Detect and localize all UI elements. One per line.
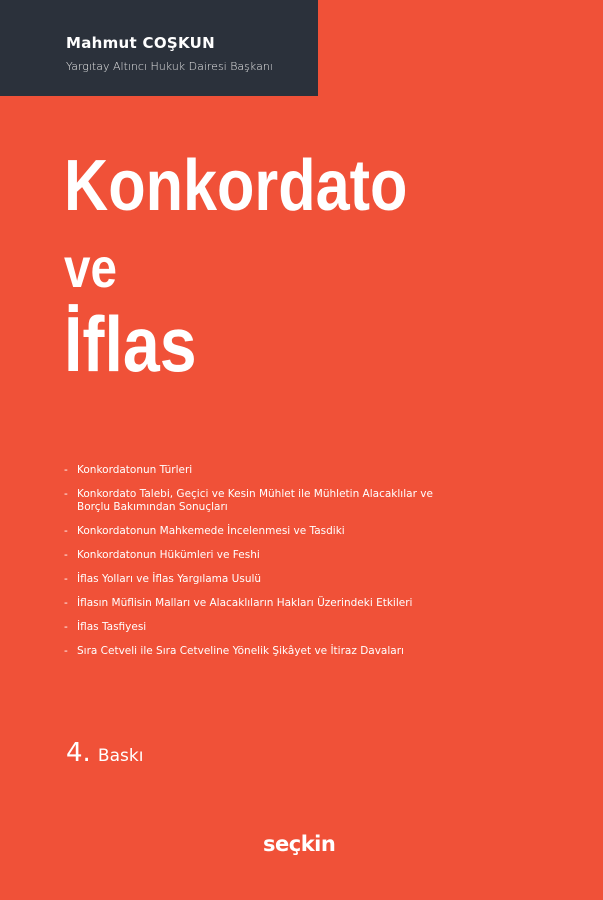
author-name: Mahmut COŞKUN xyxy=(66,34,215,52)
edition-text: Baskı xyxy=(97,746,144,766)
edition-label xyxy=(66,738,143,768)
topic-text: İflasın Müflisin Malları ve Alacaklıların Hakları Üzerindeki Etkileri xyxy=(77,597,413,609)
topic-item xyxy=(64,464,464,477)
author-title: Yargıtay Altıncı Hukuk Dairesi Başkanı xyxy=(66,60,273,73)
bullet-dash: - xyxy=(64,549,68,561)
topic-item xyxy=(64,645,464,658)
topic-item xyxy=(64,488,464,514)
topic-text: İflas Tasfiyesi xyxy=(77,621,147,633)
book-title-line-3: İflas xyxy=(64,300,197,388)
topic-item xyxy=(64,525,464,538)
topic-list xyxy=(64,464,464,669)
topic-text: Konkordato Talebi, Geçici ve Kesin Mühlet ile Mühletin Alacaklılar ve Borçlu Bakımından Sonuçları xyxy=(77,488,433,513)
topic-text: Konkordatonun Türleri xyxy=(77,464,193,476)
topic-text: Konkordatonun Mahkemede İncelenmesi ve Tasdiki xyxy=(77,525,345,537)
publisher-logo: seçkin xyxy=(263,832,336,856)
book-title-line-1: Konkordato xyxy=(64,146,408,226)
topic-item xyxy=(64,549,464,562)
bullet-dash: - xyxy=(64,464,68,476)
topic-item xyxy=(64,573,464,586)
author-box xyxy=(0,0,318,96)
book-title-line-2: ve xyxy=(64,236,117,299)
topic-text: İflas Yolları ve İflas Yargılama Usulü xyxy=(77,573,262,585)
topic-text: Sıra Cetveli ile Sıra Cetveline Yönelik Şikâyet ve İtiraz Davaları xyxy=(77,645,404,657)
bullet-dash: - xyxy=(64,645,68,657)
bullet-dash: - xyxy=(64,573,68,585)
topic-text: Konkordatonun Hükümleri ve Feshi xyxy=(77,549,260,561)
bullet-dash: - xyxy=(64,597,68,609)
topic-item xyxy=(64,621,464,634)
edition-number: 4. xyxy=(66,738,91,768)
bullet-dash: - xyxy=(64,621,68,633)
topic-item xyxy=(64,597,464,610)
bullet-dash: - xyxy=(64,488,68,500)
bullet-dash: - xyxy=(64,525,68,537)
